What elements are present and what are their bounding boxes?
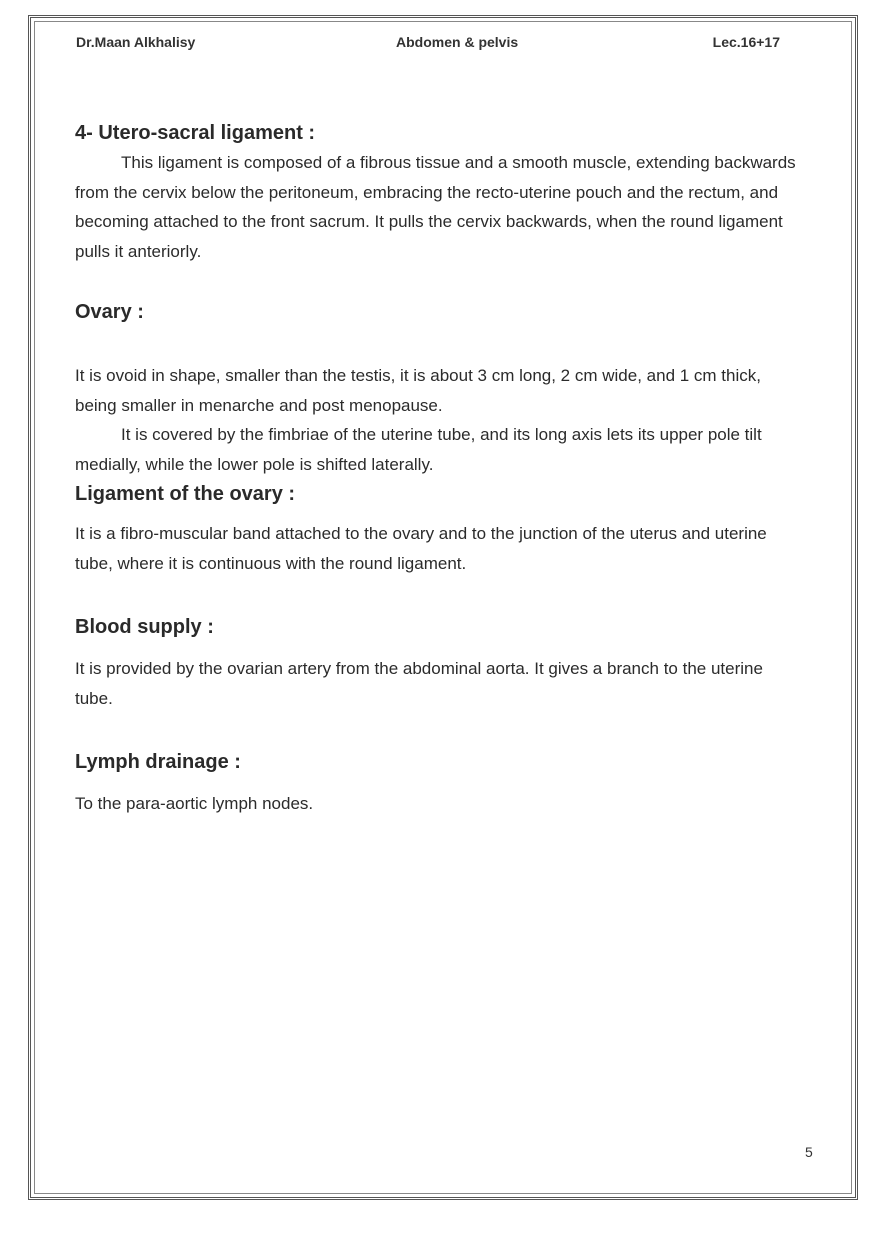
header-subject: Abdomen & pelvis bbox=[396, 34, 519, 50]
paragraph-blood-supply: It is provided by the ovarian artery from the abdominal aorta. It gives a branch to the uterine tube. bbox=[75, 659, 763, 708]
heading-utero-sacral: 4- Utero-sacral ligament : bbox=[75, 122, 316, 144]
paragraph-lymph-drainage: To the para-aortic lymph nodes. bbox=[75, 794, 314, 813]
heading-blood-supply: Blood supply : bbox=[75, 616, 214, 638]
paragraph-ligament-of-ovary: It is a fibro-muscular band attached to the ovary and to the junction of the uterus and uterine tube, where it is continuous with the round ligament. bbox=[75, 524, 767, 573]
paragraph-ovary-2: It is covered by the fimbriae of the uterine tube, and its long axis lets its upper pole tilt medially, while the lower pole is shifted laterally. bbox=[75, 425, 762, 474]
heading-ligament-of-ovary: Ligament of the ovary : bbox=[75, 483, 296, 505]
header-lecture: Lec.16+17 bbox=[712, 34, 780, 50]
paragraph-ovary-1: It is ovoid in shape, smaller than the testis, it is about 3 cm long, 2 cm wide, and 1 cm thick, being smaller in menarche and post menopause. bbox=[75, 366, 761, 415]
heading-ovary: Ovary : bbox=[75, 301, 144, 323]
document-body bbox=[75, 118, 805, 819]
page-header bbox=[76, 34, 780, 54]
page-number: 5 bbox=[805, 1144, 813, 1160]
paragraph-utero-sacral: This ligament is composed of a fibrous tissue and a smooth muscle, extending backwards from the cervix below the peritoneum, embracing the recto-uterine pouch and the rectum, and becoming attached to the front sacrum. It pulls the cervix backwards, when the round ligament pulls it anteriorly. bbox=[75, 153, 796, 261]
header-author: Dr.Maan Alkhalisy bbox=[76, 34, 196, 50]
heading-lymph-drainage: Lymph drainage : bbox=[75, 751, 241, 773]
